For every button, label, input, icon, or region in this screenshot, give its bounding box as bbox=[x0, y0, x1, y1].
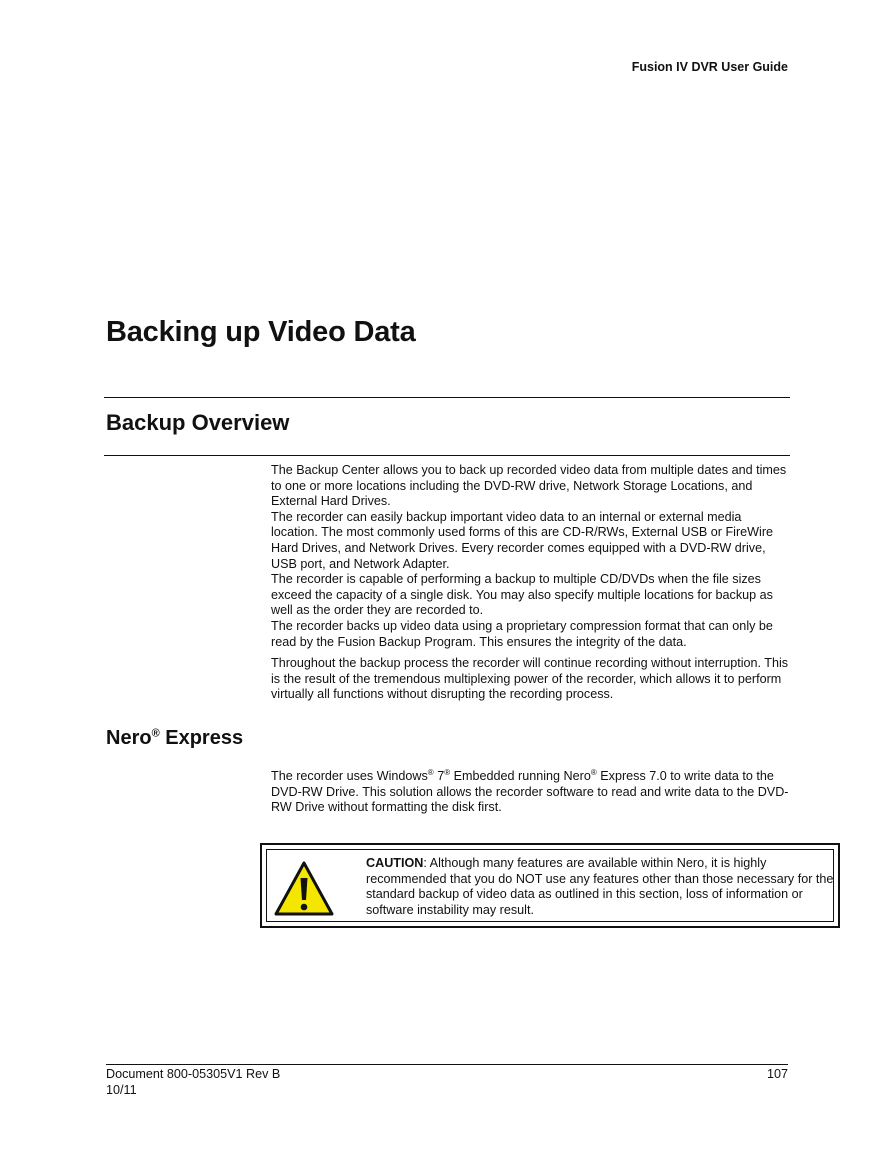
paragraph: Throughout the backup process the recorder will continue recording without interruption. This is the result of the tremendous multiplexing power of the recorder, which allows it to perform virtually all functions without disrupting the recording process. bbox=[271, 656, 789, 702]
caution-inner-frame bbox=[266, 849, 834, 922]
document-date: 10/11 bbox=[106, 1082, 137, 1097]
section-title: Backup Overview bbox=[106, 410, 290, 435]
backup-overview-body bbox=[271, 463, 791, 703]
divider-top bbox=[104, 397, 790, 398]
paragraph: The recorder can easily backup important video data to an internal or external media location. The most commonly used forms of this are CD-R/RWs, External USB or FireWire Hard Drives, and Network Drives. Every recorder comes equipped with a DVD-RW drive, USB port, and Network Adapter. bbox=[271, 509, 774, 571]
footer-divider bbox=[106, 1064, 788, 1065]
paragraph: The recorder uses Windows® 7® Embedded running Nero® Express 7.0 to write data to the DVD-RW Drive. This solution allows the recorder software to read and write data to the DVD-RW Drive without formatting the disk first. bbox=[271, 767, 789, 815]
warning-triangle-icon bbox=[273, 860, 335, 918]
footer-document-info bbox=[106, 1067, 280, 1098]
running-header: Fusion IV DVR User Guide bbox=[631, 60, 788, 74]
nero-express-body bbox=[271, 769, 791, 816]
paragraph: The recorder backs up video data using a proprietary compression format that can only be read by the Fusion Backup Program. This ensures the integrity of the data. bbox=[271, 618, 773, 649]
paragraph: The recorder is capable of performing a backup to multiple CD/DVDs when the file sizes exceed the capacity of a single disk. You may also specify multiple locations for backup as well as the order they are recorded to. bbox=[271, 572, 773, 618]
caution-label: CAUTION bbox=[366, 856, 424, 870]
chapter-title: Backing up Video Data bbox=[106, 316, 416, 348]
divider-bottom bbox=[104, 455, 790, 456]
paragraph: The Backup Center allows you to back up recorded video data from multiple dates and times to one or more locations including the DVD-RW drive, Network Storage Locations, and External Hard Drives. bbox=[271, 463, 787, 509]
registered-mark: ® bbox=[151, 727, 160, 740]
caution-text: CAUTION: Although many features are available within Nero, it is highly recommended that you do NOT use any features other than those necessary for the standard backup of video data as outlined in this section, loss of information or software instability may result. bbox=[366, 856, 834, 917]
caution-box bbox=[260, 843, 840, 928]
subsection-title: Nero® Express bbox=[106, 727, 244, 749]
document-number: Document 800-05305V1 Rev B bbox=[106, 1067, 281, 1081]
page-number: 107 bbox=[766, 1067, 788, 1081]
